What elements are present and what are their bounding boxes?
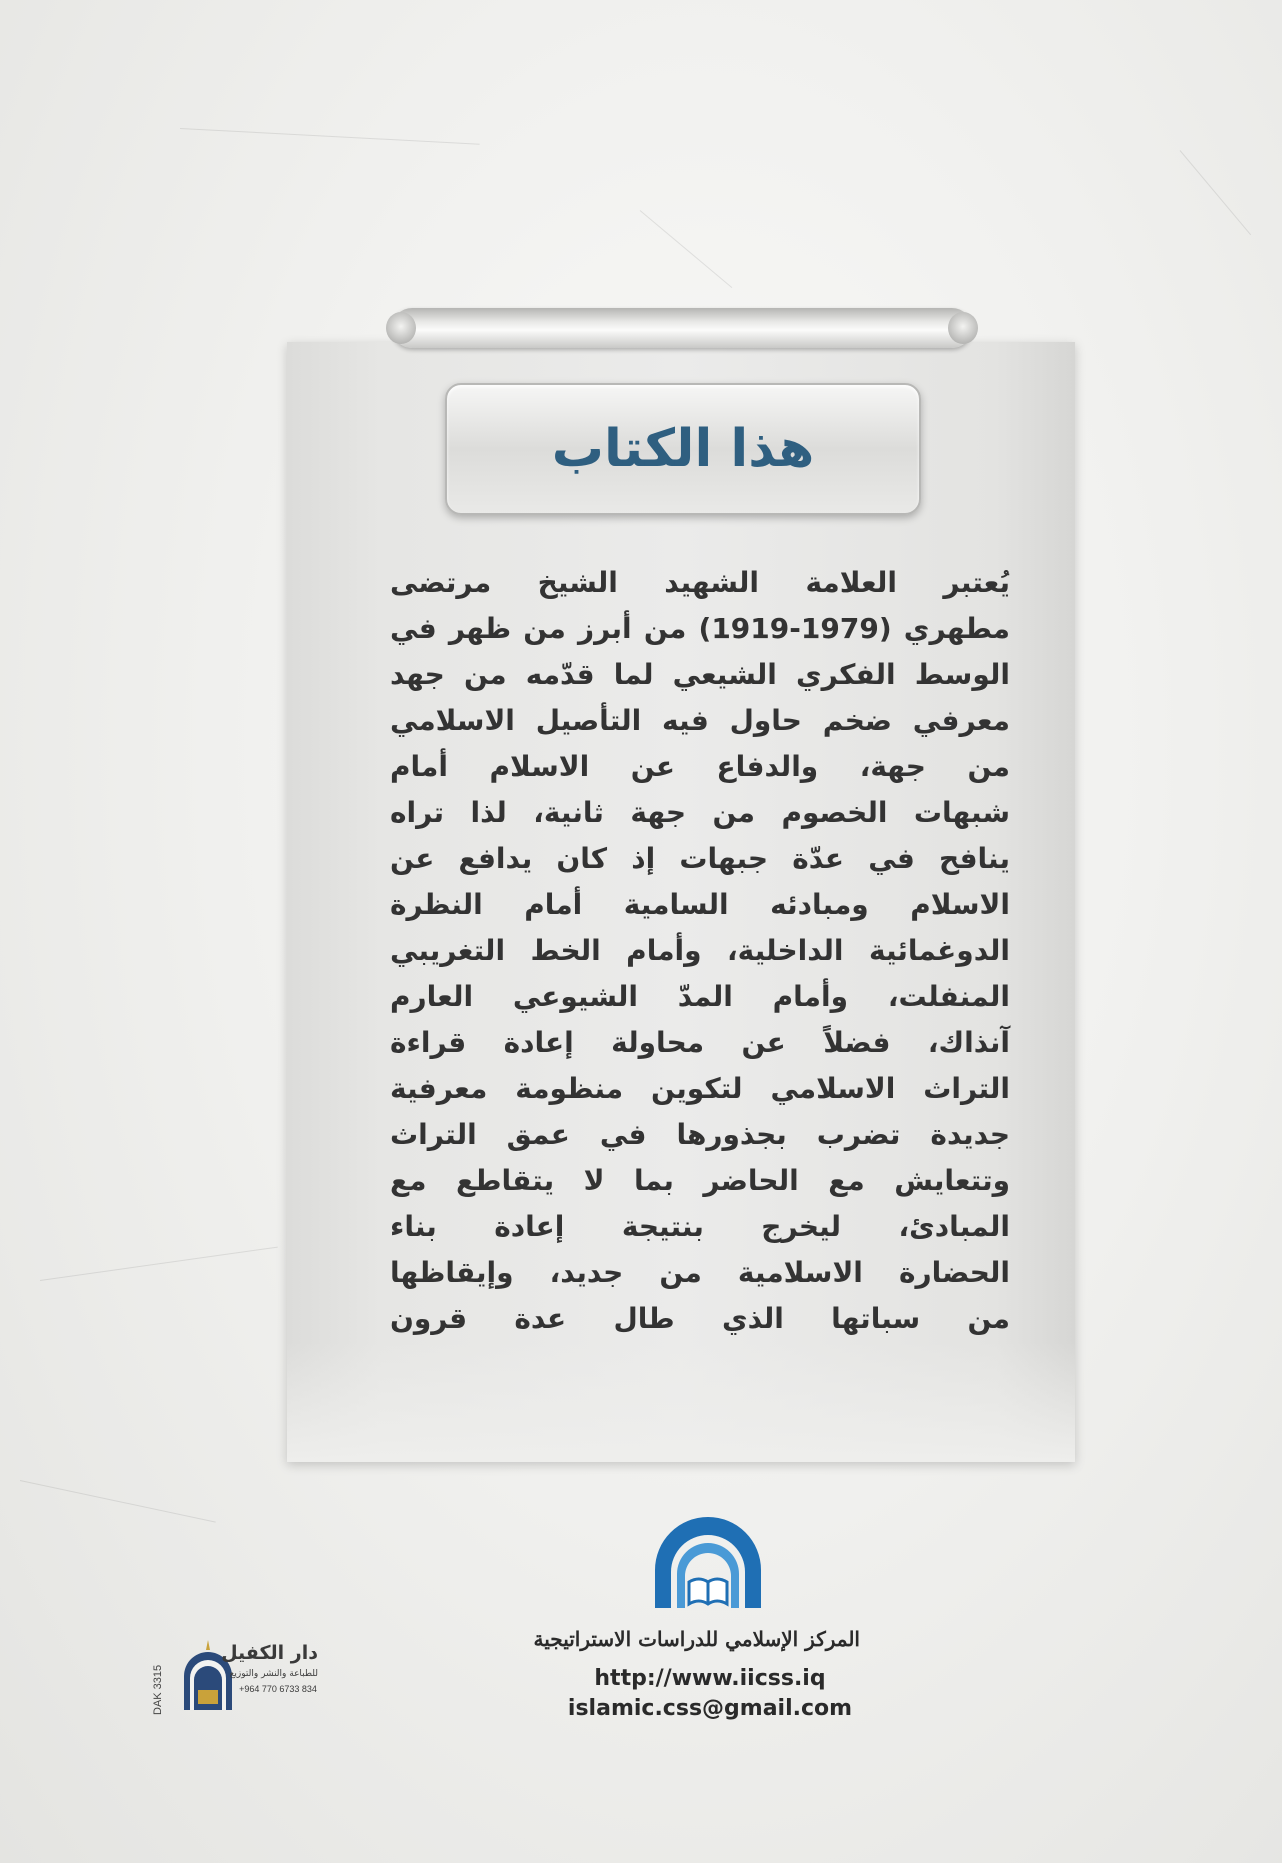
paper-crease xyxy=(180,128,480,145)
description-line: مطهري (1979-1919) من أبرز من ظهر في xyxy=(390,612,1010,645)
printer-info xyxy=(221,1640,318,1715)
description-line: ينافح في عدّة جبهات إذ كان يدافع عن xyxy=(390,842,1010,875)
description-line: يُعتبر العلامة الشهيد الشيخ مرتضى xyxy=(390,566,1010,599)
printer-code: DAK 3315 xyxy=(152,1664,164,1715)
description-line: الاسلام ومبادئه السامية أمام النظرة xyxy=(390,888,1010,921)
book-description xyxy=(390,560,1010,1342)
description-line: الوسط الفكري الشيعي لما قدّمه من جهد xyxy=(390,658,1010,691)
description-line: آنذاك، فضلاً عن محاولة إعادة قراءة xyxy=(390,1026,1010,1059)
section-title: هذا الكتاب xyxy=(551,419,815,479)
website-link[interactable]: http://www.iicss.iq xyxy=(594,1666,826,1691)
paper-crease xyxy=(40,1247,278,1281)
description-line: من سباتها الذي طال عدة قرون xyxy=(390,1302,1010,1335)
description-line: معرفي ضخم حاول فيه التأصيل الاسلامي xyxy=(390,704,1010,737)
printer-subtitle: للطباعة والنشر والتوزيع xyxy=(229,1669,318,1679)
description-line: وتتعايش مع الحاضر بما لا يتقاطع مع xyxy=(390,1164,1010,1197)
email-link[interactable]: islamic.css@gmail.com xyxy=(567,1696,853,1721)
paper-crease xyxy=(20,1480,216,1523)
book-arch-icon xyxy=(647,1512,769,1612)
publisher-center-name: المركز الإسلامي للدراسات الاستراتيجية xyxy=(533,1627,860,1651)
description-line: المبادئ، ليخرج بنتيجة إعادة بناء xyxy=(390,1210,1010,1243)
description-line: من جهة، والدفاع عن الاسلام أمام xyxy=(390,750,1010,783)
paper-crease xyxy=(1180,150,1251,235)
paper-crease xyxy=(640,210,733,288)
description-line: التراث الاسلامي لتكوين منظومة معرفية xyxy=(390,1072,1010,1105)
description-line: شبهات الخصوم من جهة ثانية، لذا تراه xyxy=(390,796,1010,829)
printer-name: دار الكفيل xyxy=(221,1642,318,1664)
section-title-band xyxy=(445,383,921,515)
description-line: الدوغمائية الداخلية، وأمام الخط التغريبي xyxy=(390,934,1010,967)
printer-phone: +964 770 6733 834 xyxy=(239,1684,317,1694)
description-line: الحضارة الاسلامية من جديد، وإيقاظها xyxy=(390,1256,1010,1289)
description-line: المنفلت، وأمام المدّ الشيوعي العارم xyxy=(390,980,1010,1013)
description-line: جديدة تضرب بجذورها في عمق التراث xyxy=(390,1118,1010,1151)
scroll-roll xyxy=(392,308,972,348)
